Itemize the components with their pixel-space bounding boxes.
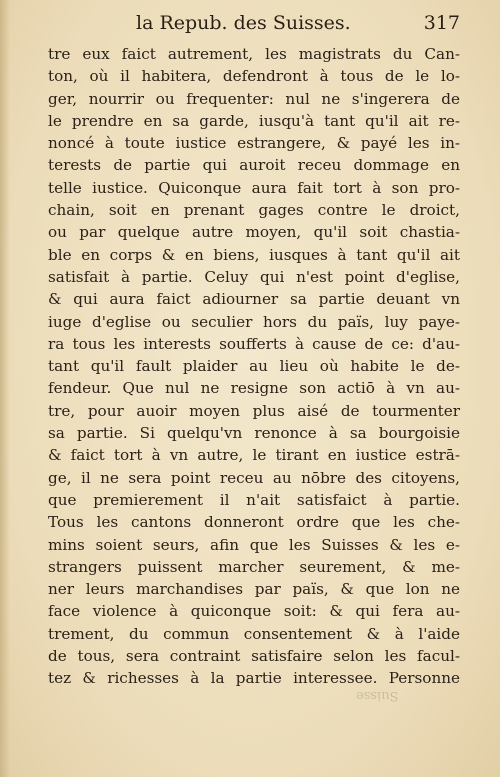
text-line: & faict tort à vn autre, le tirant en iustice estrā- bbox=[48, 446, 460, 465]
page-header bbox=[48, 12, 460, 38]
text-line: telle iustice. Quiconque aura fait tort à son pro- bbox=[48, 178, 460, 197]
text-line: ble en corps & en biens, iusques à tant qu'il ait bbox=[48, 245, 460, 264]
text-line: strangers puissent marcher seurement, & me- bbox=[48, 557, 460, 576]
text-line: trement, du commun consentement & à l'aide bbox=[48, 624, 460, 643]
text-line: iuge d'eglise ou seculier hors du païs, luy paye- bbox=[48, 312, 460, 331]
text-line: fendeur. Que nul ne resigne son actiō à vn au- bbox=[48, 379, 460, 398]
text-line: que premierement il n'ait satisfaict à partie. bbox=[48, 490, 460, 509]
text-line: de tous, sera contraint satisfaire selon les facul- bbox=[48, 647, 460, 666]
text-line: tant qu'il fault plaider au lieu où habite le de- bbox=[48, 357, 460, 376]
text-line: Tous les cantons donneront ordre que les che- bbox=[48, 513, 460, 532]
bleed-through-text: Suisse bbox=[356, 688, 399, 703]
text-line: ge, il ne sera point receu au nōbre des citoyens, bbox=[48, 468, 460, 487]
page-number: 317 bbox=[423, 12, 460, 34]
running-head: la Repub. des Suisses. bbox=[136, 12, 351, 34]
text-line: terests de partie qui auroit receu dommage en bbox=[48, 156, 460, 175]
text-line: ra tous les interests soufferts à cause de ce: d'au- bbox=[48, 334, 460, 353]
text-line: mins soient seurs, afin que les Suisses & les e- bbox=[48, 535, 460, 554]
text-line: & qui aura faict adiourner sa partie deuant vn bbox=[48, 290, 460, 309]
text-line: ner leurs marchandises par païs, & que lon ne bbox=[48, 580, 460, 599]
text-line: le prendre en sa garde, iusqu'à tant qu'il ait re- bbox=[48, 111, 460, 130]
text-line: noncé à toute iustice estrangere, & payé les in- bbox=[48, 134, 460, 153]
text-line: satisfait à partie. Celuy qui n'est point d'eglise, bbox=[48, 267, 460, 286]
text-line: tre, pour auoir moyen plus aisé de tourmenter bbox=[48, 401, 460, 420]
text-line: tre eux faict autrement, les magistrats du Can- bbox=[48, 45, 460, 63]
text-line: tez & richesses à la partie interessee. Personne bbox=[48, 669, 460, 688]
text-line: ou par quelque autre moyen, qu'il soit chastia- bbox=[48, 223, 460, 242]
text-line: face violence à quiconque soit: & qui fera au- bbox=[48, 602, 460, 621]
text-line: ger, nourrir ou frequenter: nul ne s'ingerera de bbox=[48, 89, 460, 108]
text-line: chain, soit en prenant gages contre le droict, bbox=[48, 201, 460, 220]
body-text bbox=[48, 43, 460, 690]
text-line: ton, où il habitera, defendront à tous de le lo- bbox=[48, 67, 460, 86]
text-line: sa partie. Si quelqu'vn renonce à sa bourgoisie bbox=[48, 424, 460, 443]
page-gutter-shadow bbox=[0, 0, 10, 777]
